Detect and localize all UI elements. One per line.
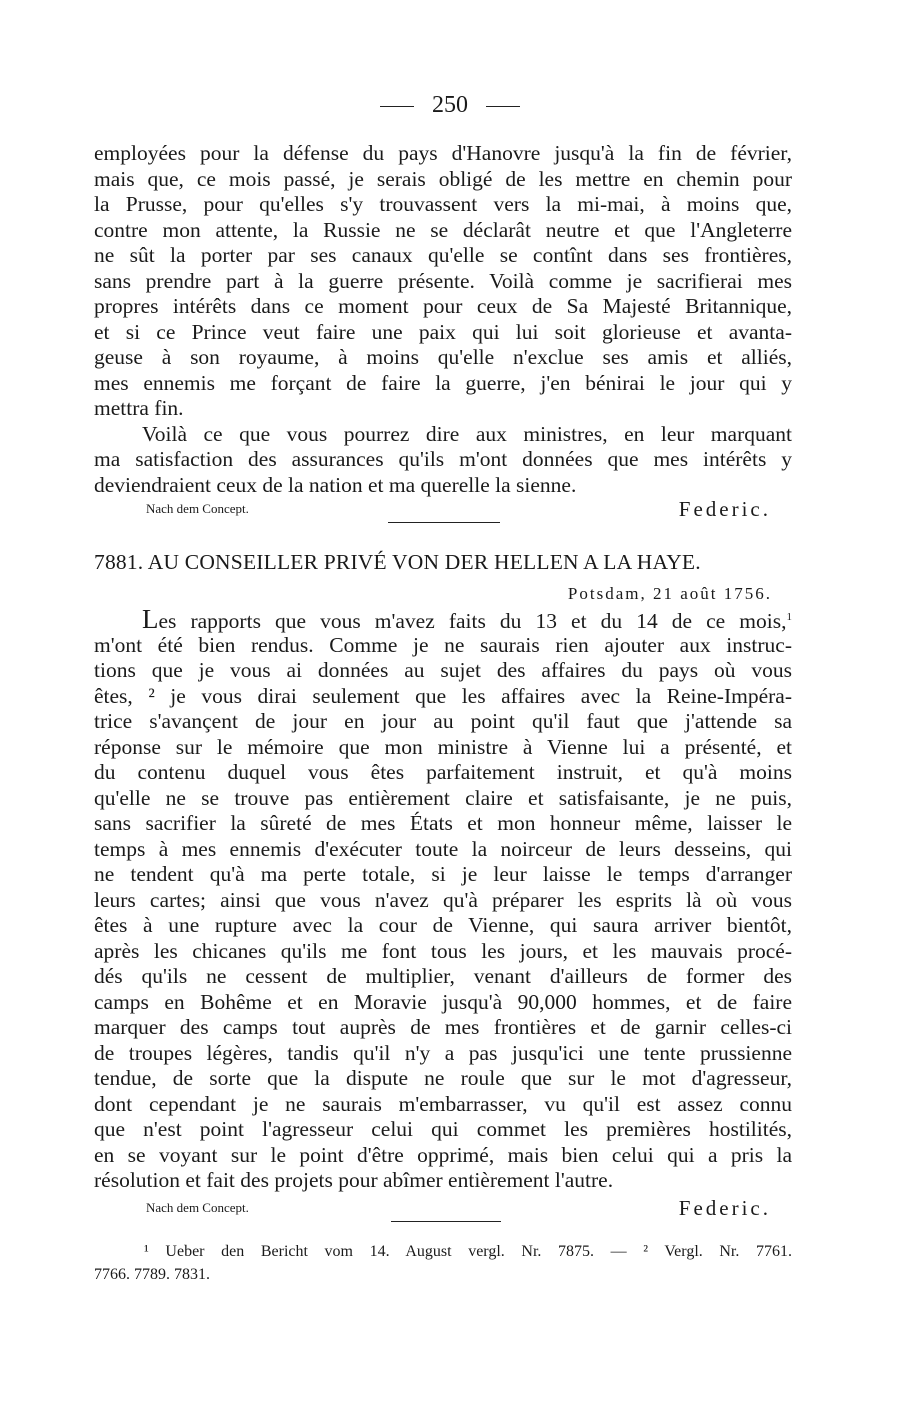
- text-line: la Prusse, pour qu'elles s'y trouvassent vers la mi-mai, à moins que,: [94, 192, 792, 216]
- header-dash-right: [486, 106, 520, 107]
- text-line: résolution et fait des projets pour abîmer entièrement l'autre.: [94, 1168, 614, 1192]
- footnote-line: 7766. 7789. 7831.: [94, 1266, 210, 1283]
- text-line: êtes, ² je vous dirai seulement que les affaires avec la Reine-Impéra-: [94, 683, 792, 708]
- text-line: du contenu duquel vous êtes parfaitement instruit, et qu'à moins: [94, 760, 792, 784]
- text-line: de troupes légères, tandis qu'il n'y a pas jusqu'ici une tente prussienne: [94, 1040, 792, 1065]
- source-note: Nach dem Concept.: [146, 1200, 249, 1215]
- text-line: ne tendent qu'à ma perte totale, si je leur laisse le temps d'arranger: [94, 862, 792, 886]
- text-line: qu'elle ne se trouve pas entièrement claire et satisfaisante, je ne puis,: [94, 785, 792, 810]
- text-line: mes ennemis me forçant de faire la guerre, j'en bénirai le jour qui y: [94, 370, 792, 395]
- page-number: 250: [432, 92, 468, 118]
- text-line: leurs cartes; ainsi que vous n'avez qu'à préparer les esprits là où vous: [94, 887, 792, 912]
- text-line: ne sût la porter par ses canaux qu'elle se contînt dans ses frontières,: [94, 243, 792, 267]
- first-line-text: es rapports que vous m'avez faits du 13 et du 14 de ce mois,: [158, 609, 787, 633]
- text-line: que n'est point l'agresseur celui qui commet les premières hostilités,: [94, 1117, 792, 1141]
- text-line: ma satisfaction des assurances qu'ils m'ont données que mes intérêts y: [94, 447, 792, 471]
- text-line: camps en Bohême et en Moravie jusqu'à 90,000 hommes, et de faire: [94, 989, 792, 1014]
- text-line: mais que, ce mois passé, je serais obligé de les mettre en chemin pour: [94, 166, 792, 191]
- section-divider: [388, 522, 500, 523]
- source-note: Nach dem Concept.: [146, 501, 249, 516]
- text-line: propres intérêts dans ce moment pour ceux de Sa Majesté Britannique,: [94, 294, 792, 318]
- text-line: dont cependant je ne saurais m'embarrasser, vu qu'il est assez connu: [94, 1091, 792, 1116]
- letter-heading: 7881. AU CONSEILLER PRIVÉ VON DER HELLEN A LA HAYE.: [94, 550, 701, 574]
- letter-7880-body: [94, 141, 792, 498]
- text-line: geuse à son royaume, à moins qu'elle n'exclue ses amis et alliés,: [94, 345, 792, 369]
- text-line: réponse sur le mémoire que mon ministre à Vienne lui a présenté, et: [94, 734, 792, 759]
- text-line-first: [94, 604, 792, 634]
- footnote-ref: 1: [786, 611, 792, 623]
- section-divider: [391, 1221, 501, 1222]
- text-line: êtes à une rupture avec la cour de Vienne, qui saura arriver bientôt,: [94, 913, 792, 937]
- text-line: trice s'avançent de jour en jour au point qu'il faut que j'attende sa: [94, 709, 792, 733]
- dateline: Potsdam, 21 août 1756.: [567, 584, 772, 603]
- text-line: contre mon attente, la Russie ne se déclarât neutre et que l'Angleterre: [94, 217, 792, 242]
- footnotes: [94, 1240, 792, 1286]
- text-line: employées pour la défense du pays d'Hanovre jusqu'à la fin de février,: [94, 141, 792, 165]
- signature: Federic.: [678, 1196, 771, 1220]
- text-line: marquer des camps tout auprès de mes frontières et de garnir celles-ci: [94, 1015, 792, 1039]
- page-header: [0, 92, 900, 119]
- footnote-line: ¹ Ueber den Bericht vom 14. August vergl. Nr. 7875. — ² Vergl. Nr. 7761.: [144, 1243, 792, 1260]
- text-line: et si ce Prince veut faire une paix qui lui soit glorieuse et avanta-: [94, 319, 792, 344]
- text-line: m'ont été bien rendus. Comme je ne saurais rien ajouter aux instruc-: [94, 632, 792, 657]
- text-line: après les chicanes qu'ils me font tous les jours, et les mauvais procé-: [94, 938, 792, 963]
- text-line: en se voyant sur le point d'être opprimé, mais bien celui qui a pris la: [94, 1142, 792, 1167]
- text-line: sans prendre part à la guerre présente. Voilà comme je sacrifierai mes: [94, 268, 792, 293]
- text-line: temps à mes ennemis d'exécuter toute la noirceur de leurs desseins, qui: [94, 836, 792, 861]
- header-dash-left: [380, 106, 414, 107]
- text-line: sans sacrifier la sûreté de mes États et mon honneur même, laisser le: [94, 811, 792, 835]
- text-line: deviendraient ceux de la nation et ma querelle la sienne.: [94, 472, 577, 497]
- text-line: tendue, de sorte que la dispute ne roule que sur le mot d'agresseur,: [94, 1066, 792, 1090]
- text-line: Voilà ce que vous pourrez dire aux ministres, en leur marquant: [142, 421, 792, 446]
- letter-7881-body: [94, 604, 792, 1194]
- text-line: tions que je vous ai données au sujet des affaires du pays où vous: [94, 658, 792, 682]
- initial-letter: L: [142, 604, 159, 634]
- text-line: dés qu'ils ne cessent de multiplier, venant d'ailleurs de former des: [94, 964, 792, 988]
- text-line: mettra fin.: [94, 396, 184, 420]
- signature: Federic.: [678, 497, 771, 521]
